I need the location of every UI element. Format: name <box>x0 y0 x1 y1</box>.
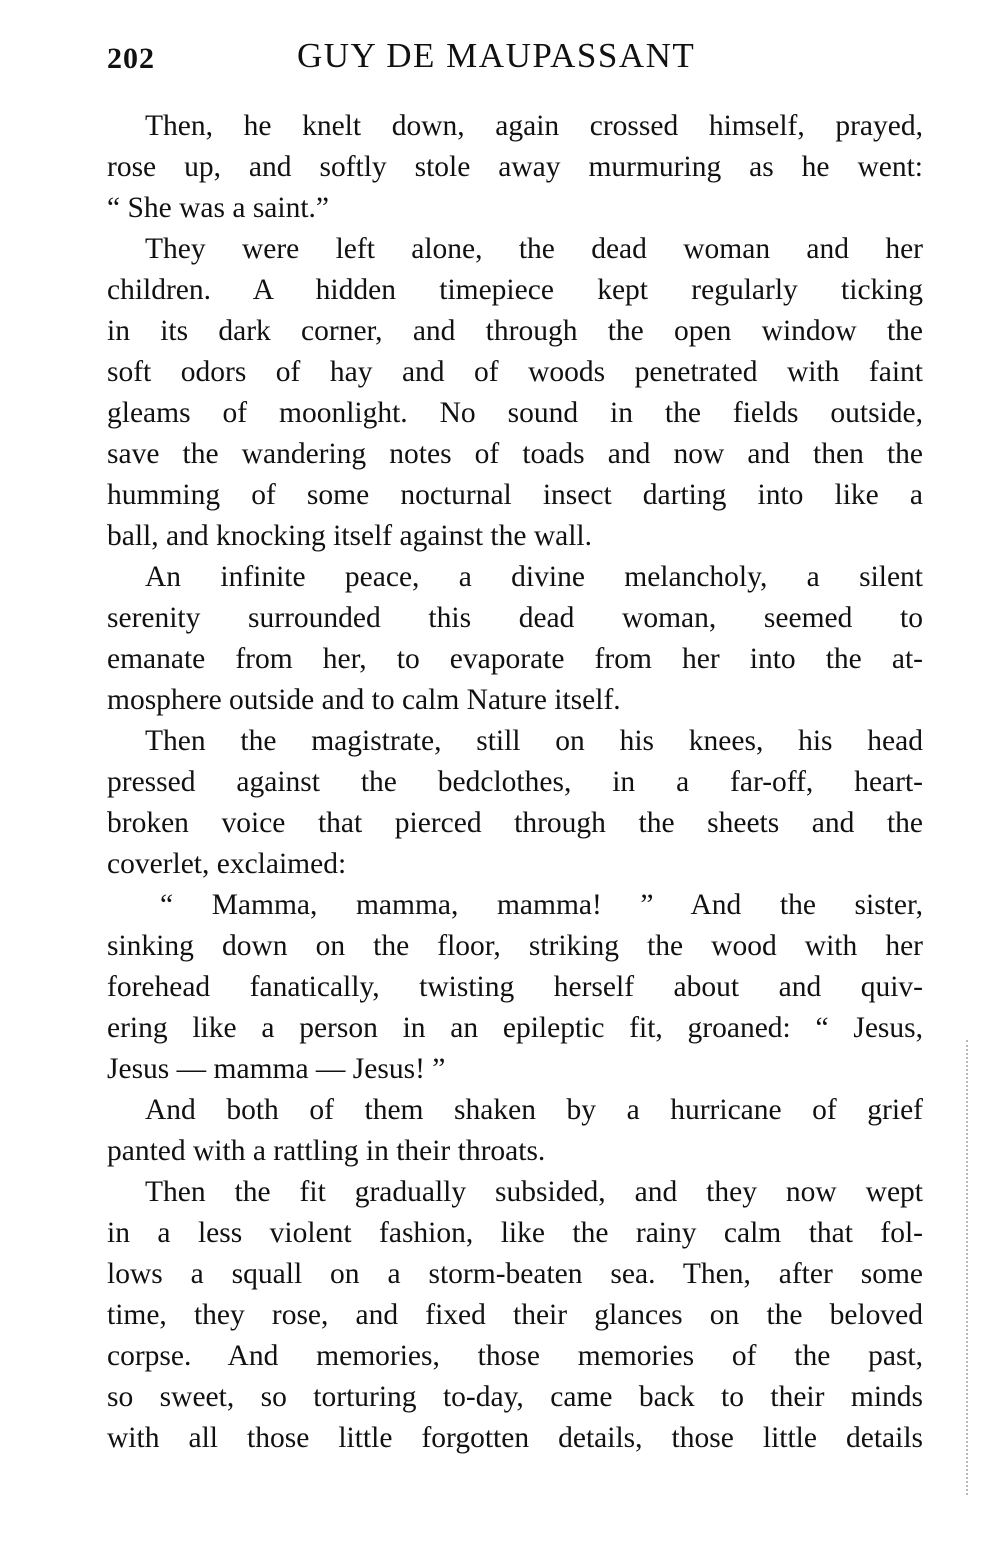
text-line: Then, he knelt down, again crossed himself, prayed, <box>145 110 923 142</box>
text-line: And both of them shaken by a hurricane of grief <box>145 1094 923 1126</box>
page-body <box>107 106 923 1459</box>
text-line: emanate from her, to evaporate from her into the at- <box>107 643 923 675</box>
text-line: humming of some nocturnal insect darting into like a <box>107 479 923 511</box>
running-title: GUY DE MAUPASSANT <box>297 36 696 75</box>
text-line: Then the magistrate, still on his knees, his head <box>145 725 923 757</box>
text-line: in its dark corner, and through the open window the <box>107 315 923 347</box>
text-line: sinking down on the floor, striking the wood with her <box>107 930 923 962</box>
page-number: 202 <box>107 42 155 75</box>
text-line: ball, and knocking itself against the wall. <box>107 520 592 552</box>
text-line: Then the fit gradually subsided, and they now wept <box>145 1176 923 1208</box>
text-line: time, they rose, and fixed their glances on the beloved <box>107 1299 923 1331</box>
text-line: serenity surrounded this dead woman, seemed to <box>107 602 923 634</box>
text-line: lows a squall on a storm-beaten sea. Then, after some <box>107 1258 923 1290</box>
text-line: with all those little forgotten details, those little details <box>107 1422 923 1454</box>
text-line: soft odors of hay and of woods penetrated with faint <box>107 356 923 388</box>
scan-edge-mark <box>966 1040 968 1495</box>
paragraph <box>107 721 923 885</box>
text-line: ering like a person in an epileptic fit, groaned: “ Jesus, <box>107 1012 923 1044</box>
text-line: corpse. And memories, those memories of the past, <box>107 1340 923 1372</box>
running-header <box>107 36 727 76</box>
text-line: “ She was a saint.” <box>107 192 329 224</box>
text-line: Jesus — mamma — Jesus! ” <box>107 1053 446 1085</box>
paragraph <box>107 229 923 557</box>
text-line: rose up, and softly stole away murmuring as he went: <box>107 151 923 183</box>
text-line: “ Mamma, mamma, mamma! ” And the sister, <box>160 889 923 921</box>
text-line: save the wandering notes of toads and now and then the <box>107 438 923 470</box>
text-line: children. A hidden timepiece kept regularly ticking <box>107 274 923 306</box>
paragraph <box>107 106 923 229</box>
text-line: so sweet, so torturing to-day, came back to their minds <box>107 1381 923 1413</box>
text-line: gleams of moonlight. No sound in the fields outside, <box>107 397 923 429</box>
text-line: panted with a rattling in their throats. <box>107 1135 546 1167</box>
text-line: coverlet, exclaimed: <box>107 848 347 880</box>
paragraph <box>107 1172 923 1459</box>
text-line: broken voice that pierced through the sheets and the <box>107 807 923 839</box>
paragraph <box>107 557 923 721</box>
text-line: in a less violent fashion, like the rainy calm that fol- <box>107 1217 923 1249</box>
text-line: An infinite peace, a divine melancholy, a silent <box>145 561 923 593</box>
paragraph <box>107 885 923 1090</box>
paragraph <box>107 1090 923 1172</box>
text-line: They were left alone, the dead woman and her <box>145 233 923 265</box>
text-line: forehead fanatically, twisting herself about and quiv- <box>107 971 923 1003</box>
text-line: pressed against the bedclothes, in a far-off, heart- <box>107 766 923 798</box>
text-line: mosphere outside and to calm Nature itself. <box>107 684 621 716</box>
